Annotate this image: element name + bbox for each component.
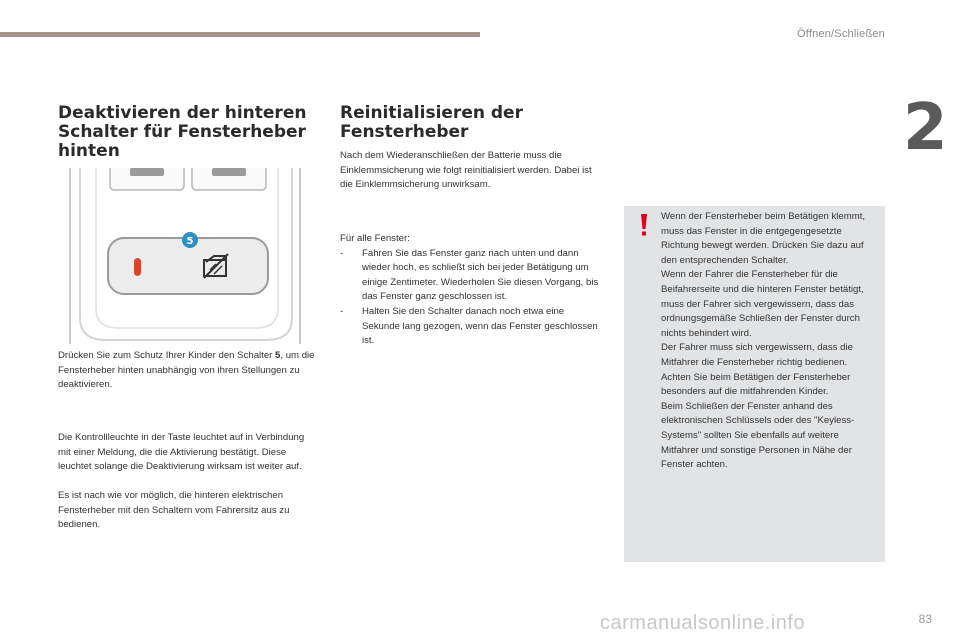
reset-steps-list	[340, 232, 600, 349]
left-paragraph-1	[58, 349, 316, 393]
callout-5	[182, 232, 198, 248]
right-intro: Nach dem Wiederanschließen der Batterie muss die Einklemmsicherung wie folgt reinitialisiert werden. Dabei ist die Einklemmsicherung unwirksam.	[340, 150, 592, 191]
warning-line: Der Fahrer muss sich vergewissern, dass die Mitfahrer die Fensterheber richtig bedienen.	[661, 342, 853, 368]
chapter-number: 2	[903, 91, 948, 165]
left-paragraph-2: Die Kontrollleuchte in der Taste leuchtet auf in Verbindung mit einer Meldung, die die Aktivierung bestätigt. Diese leuchtet solange die Deaktivierung wirksam ist weiter auf.	[58, 432, 305, 473]
warning-text	[661, 210, 879, 473]
list-item-text: Fahren Sie das Fenster ganz nach unten und dann wieder hoch, es schließt sich bei jeder Betätigung um einige Zentimeter. Wiederholen Sie diesen Vorgang, bis das Fenster ganz geschlossen ist.	[362, 247, 599, 303]
list-dash: -	[340, 305, 344, 317]
warning-line: Wenn der Fensterheber beim Betätigen klemmt, muss das Fenster in die entgegengesetzte Richtung bewegt werden. Drücken Sie dazu auf den entsprechenden Schalter.	[661, 211, 866, 266]
list-item	[340, 247, 600, 305]
list-label: Für alle Fenster:	[340, 233, 410, 244]
warning-line: Wenn der Fahrer die Fensterheber für die Beifahrerseite und die hinteren Fenster betätigt, muss der Fahrer sich vergewissern, dass das ordnungsgemäße Schließen der Fenster durch nichts behindert wird.	[661, 269, 864, 339]
para1-bold-ref: 5	[275, 350, 281, 361]
page-number: 83	[918, 612, 932, 626]
watermark: carmanualsonline.info	[600, 612, 806, 634]
header-accent-bar	[0, 32, 480, 37]
warning-box	[624, 206, 885, 562]
exclamation-icon	[634, 212, 654, 238]
right-heading: Reinitialisieren der Fensterheber	[340, 103, 523, 142]
para1-text-c: , um die Fensterheber hinten unabhängig von ihren Stellungen zu deaktivieren.	[58, 350, 315, 391]
switch-panel-illustration	[66, 168, 306, 344]
left-paragraph-3: Es ist nach wie vor möglich, die hinteren elektrischen Fensterheber mit den Schaltern vom Fahrersitz aus zu bedienen.	[58, 490, 290, 531]
list-dash: -	[340, 247, 344, 259]
para1-text-a: Drücken Sie zum Schutz Ihrer Kinder den Schalter	[58, 350, 276, 361]
section-title: Öffnen/Schließen	[797, 28, 885, 40]
list-item-text: Halten Sie den Schalter danach noch etwa eine Sekunde lang gezogen, wenn das Fenster geschlossen ist.	[362, 305, 598, 347]
warning-line: Achten Sie beim Betätigen der Fensterheber besonders auf die mitfahrenden Kinder.	[661, 371, 851, 398]
warning-line: Beim Schließen der Fenster anhand des elektronischen Schlüssels oder des "Keyless-Systems" sollten Sie ebenfalls auf weitere Mitfahrer und sonstige Personen in Nähe der Fenster achten.	[661, 400, 855, 471]
left-heading: Deaktivieren der hinteren Schalter für Fensterheber hinten	[58, 103, 307, 161]
top-switch-buttons	[110, 168, 266, 190]
callout-label: 5	[186, 236, 194, 247]
list-item	[340, 305, 600, 349]
